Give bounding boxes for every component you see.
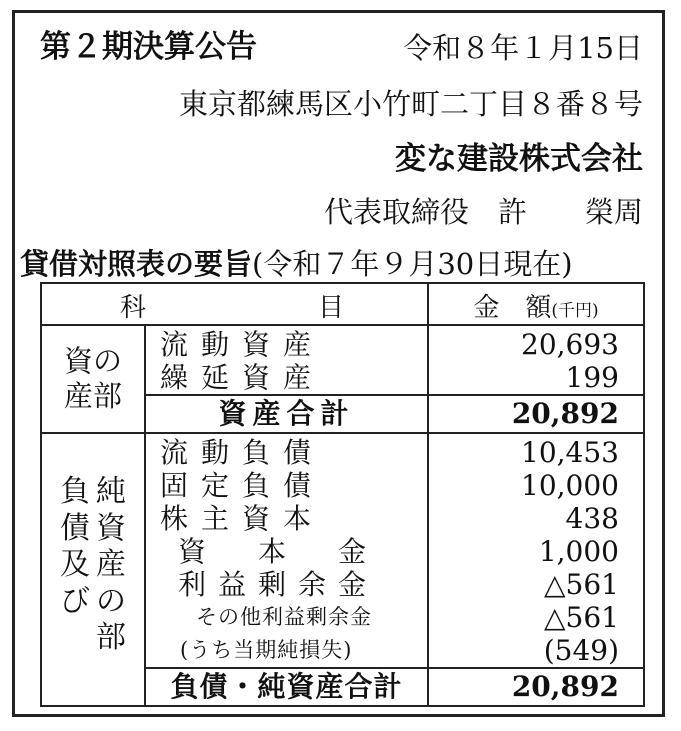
label-char: 資 xyxy=(96,510,126,546)
assets-item-values xyxy=(428,325,644,395)
subject-header-char-1: 科 xyxy=(120,293,147,323)
liability-item-name: 利益剰余金 xyxy=(178,568,379,601)
asset-item-value: 20,693 xyxy=(521,328,619,361)
asset-item-value: 199 xyxy=(565,361,619,394)
liabilities-items-row xyxy=(41,433,644,668)
liability-item-value: 438 xyxy=(565,502,619,535)
liabilities-total-label: 負債・純資産合計 xyxy=(145,668,428,706)
amount-header-label: 金 額 xyxy=(473,293,552,323)
assets-section-label xyxy=(41,325,145,433)
subject-header xyxy=(41,283,428,325)
amount-header xyxy=(428,283,644,325)
liability-item-value: 1,000 xyxy=(538,535,619,568)
liability-item-value: 10,453 xyxy=(521,436,619,469)
assets-items-row xyxy=(41,325,644,395)
statement-heading-title: 貸借対照表の要旨 xyxy=(20,247,253,281)
liabilities-total-value: 20,892 xyxy=(428,668,644,706)
assets-total-value: 20,892 xyxy=(428,395,644,433)
notice-title: 第２期決算公告 xyxy=(40,29,257,65)
liability-item-name: 株主資本 xyxy=(160,502,325,535)
assets-label-line1: 資の xyxy=(63,344,122,379)
table-header-row xyxy=(41,283,644,325)
statement-heading xyxy=(20,247,573,281)
liability-item-name: 流動負債 xyxy=(160,436,325,469)
liabilities-item-names xyxy=(145,433,428,668)
company-name: 変な建設株式会社 xyxy=(395,141,643,177)
liability-item-value: 10,000 xyxy=(521,469,619,502)
liability-item-value: (549) xyxy=(543,634,619,667)
amount-unit: (千円) xyxy=(551,301,599,321)
liability-item-name: 資 本 金 xyxy=(178,535,379,568)
assets-total-label: 資産合計 xyxy=(145,395,428,433)
liabilities-item-values xyxy=(428,433,644,668)
liability-item-value: △561 xyxy=(544,601,619,634)
label-char: び xyxy=(60,583,90,619)
label-char: の xyxy=(96,583,126,619)
liabilities-section-label xyxy=(41,433,145,706)
label-char: 債 xyxy=(60,510,90,546)
label-char: 産 xyxy=(96,547,126,583)
representative: 代表取締役 許 榮周 xyxy=(323,195,643,229)
statement-heading-date: (令和７年９月30日現在) xyxy=(252,247,573,281)
liabilities-label-col2 xyxy=(96,474,126,657)
subject-header-char-2: 目 xyxy=(318,293,345,323)
liability-item-name: その他利益剰余金 xyxy=(196,605,372,629)
liability-item-value: △561 xyxy=(544,568,619,601)
liabilities-label-col1 xyxy=(60,474,90,657)
company-address: 東京都練馬区小竹町二丁目８番８号 xyxy=(178,87,643,121)
label-char: 純 xyxy=(96,474,126,509)
assets-item-names xyxy=(145,325,428,395)
notice-date: 令和８年１月15日 xyxy=(403,31,643,65)
label-char: 部 xyxy=(96,620,126,656)
label-char: 及 xyxy=(60,547,90,583)
asset-item-name: 流動資産 xyxy=(160,328,325,361)
balance-sheet-table xyxy=(40,282,645,707)
asset-item-name: 繰延資産 xyxy=(160,361,325,394)
liability-item-name: 固定負債 xyxy=(160,469,325,502)
liability-item-name: (うち当期純損失) xyxy=(180,638,353,662)
assets-label-line2: 産部 xyxy=(63,379,122,413)
label-char: 負 xyxy=(60,474,90,509)
